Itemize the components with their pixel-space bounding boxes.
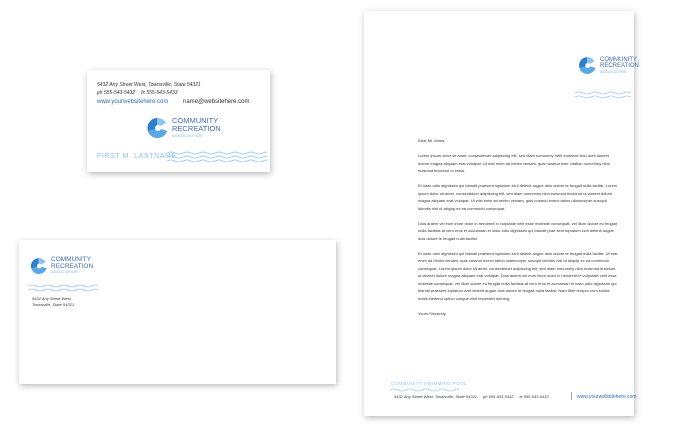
letter-logo-text (600, 57, 639, 75)
letter-footer-waves-icon (390, 387, 460, 393)
envelope-address-line2: Townsville, State 54321 (32, 302, 75, 307)
logo-line1: COMMUNITY (172, 116, 219, 125)
logo-line2: RECREATION (51, 263, 94, 270)
business-card (87, 70, 270, 172)
letter-paragraph: Et iusto odio dignissim qui blandit praesent luptatum zzril delenit augue duis dolore te feugait nulla facilisi. Ut wisi enim ad minim veniam, quis nostrud exerci tation ullamcorper suscipit lobortis nisl ut aliquip ex ea commodo consequat. Lorem ipsum dolor sit amet, consectetuer adipiscing elit, sed diam nonummy nibh euismod tincidunt ut laoreet dolore magna aliquam erat volutpat. Duis autem vel eum iriure dolor in hendrerit in vulputate velit esse molestie consequat, vel illum dolore eu feugiat nulla facilisis at vero eros et accumsan et iusto odio dignissim qui blandit praesent luptatum zzril delenit augue duis dolore te feugait nulla facilisi. Nam liber tempor cum soluta nobis eleifend option congue nihil imperdiet doming. (418, 250, 618, 301)
envelope-waves-icon (28, 283, 98, 293)
logo-mark-icon (29, 257, 48, 275)
envelope-address-line1: 5432 Any Street West (32, 296, 71, 301)
letter-footer-address: 5432 Any Street West, Townsville, State 54321 (394, 394, 478, 399)
card-phone: ph 555-543-5432 (97, 90, 136, 96)
envelope-return-address (32, 296, 74, 308)
logo-line2: RECREATION (600, 63, 639, 69)
letterhead (364, 11, 639, 416)
letter-paragraph: Lorem ipsum dolor sit amet, consectetuer adipiscing elit, sed diam nonummy nibh euismod tinci dunt laoreet dolore magna aliquam erat volutpat. Ut wisi enim ad minim veniam, quis nostrud exer citation nonummy nibh euismod tincidunt ut erata. (418, 153, 610, 173)
letter-footer-phone: ph 555-543-5432 (483, 394, 514, 399)
logo-mark-icon (577, 56, 597, 75)
envelope-logo-text (51, 256, 93, 275)
logo-mark-icon (145, 117, 169, 139)
card-address: 5432 Any Street West, Townsville, State 54321 (97, 82, 201, 88)
card-waves-icon (167, 150, 267, 162)
logo-line3: ASSOCIATION (51, 270, 78, 274)
footer-divider (571, 392, 572, 400)
card-logo (145, 117, 221, 139)
letter-footer-website[interactable]: www.yourwebsitehere.com (577, 394, 637, 400)
letter-footer-contact (394, 394, 549, 399)
logo-line3: ASSOCIATION (600, 69, 627, 74)
card-contact-block (97, 81, 201, 97)
letter-salutation: Dear Mr Jones, (418, 138, 446, 143)
card-website[interactable]: www.yourwebsitehere.com (97, 99, 169, 105)
card-fax: fx 555-543-5433 (141, 90, 178, 96)
logo-line1: COMMUNITY (51, 256, 92, 263)
envelope-logo (29, 256, 93, 275)
letter-footer-name: COMMUNITY SWIMMING POOL (391, 381, 467, 386)
letter-footer-fax: fx 555-543-5433 (519, 394, 549, 399)
letter-waves-icon (575, 90, 631, 100)
envelope (19, 240, 336, 384)
letter-paragraph: Et iusto odio dignissim qui blandit praesent luptatum zzril delenit augue duis dolore te feugait nulla facilisi. Lorem ipsum dolor sit amet, consectetuer adipiscing elit, sed diam nonummy nibh euismod tincidunt ut laoreet dolore magna aliquam erat volutpat. Ut wisi enim ad minim veniam, quis nostrud exerci tation ullamcorper suscipit lobortis nisl ut aliquip ex ea commodo consequat. (418, 183, 618, 211)
letter-logo (577, 56, 639, 75)
card-person-name: FIRST M. LASTNAME (97, 153, 177, 160)
letter-closing: Yours Sincerely, (418, 310, 447, 316)
card-logo-text (172, 117, 221, 139)
letter-paragraph: Duis autem vel eum iriure dolor in hendrerit in vulputate velit esse molestie consequat, vel illum dolore eu feugiat nulla facilisis at vero eros et accumsan et iusto odio dignissim qui blandit prae sent luptatum zzril delenit augue duis dolore te feugait nulla facilisi. (418, 220, 617, 241)
logo-line3: ASSOCIATION (172, 133, 203, 138)
letter-body (418, 137, 618, 325)
logo-line2: RECREATION (172, 124, 221, 133)
logo-line1: COMMUNITY (600, 56, 637, 63)
card-email[interactable]: name@websitehere.com (183, 99, 250, 105)
